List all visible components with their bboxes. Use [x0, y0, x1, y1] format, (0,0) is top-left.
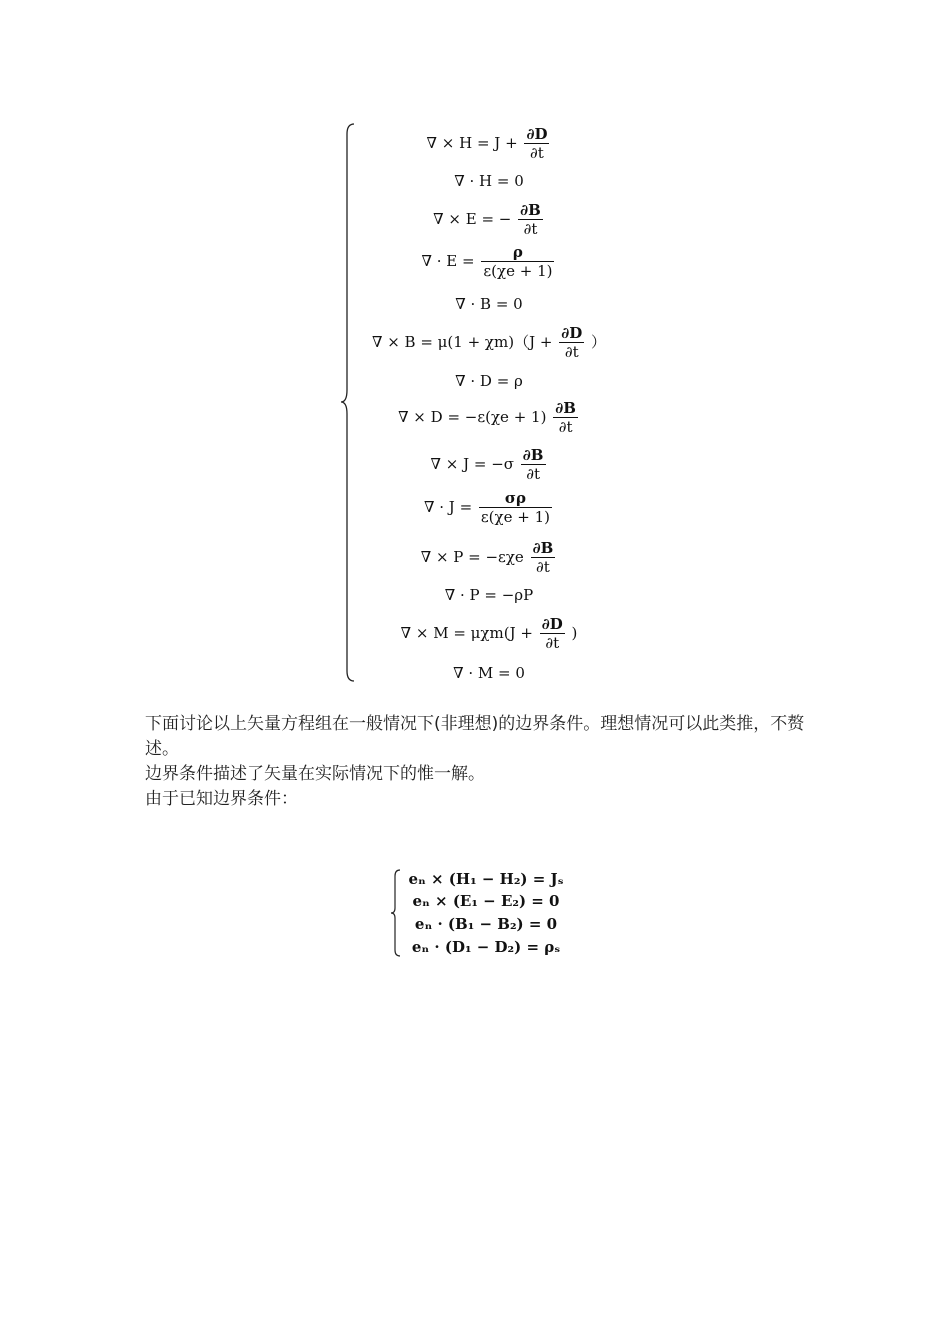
- boundary-condition-row: eₙ × (H₁ − H₂) = Jₛ: [408, 870, 564, 888]
- paragraph-line-2: 边界条件描述了矢量在实际情况下的惟一解。: [145, 764, 485, 784]
- equation-row: ∇ · D = ρ: [455, 372, 523, 390]
- paragraph-line-1: 下面讨论以上矢量方程组在一般情况下(非理想)的边界条件。理想情况可以此类推，不赘述。: [145, 714, 805, 759]
- boundary-condition-row: eₙ · (D₁ − D₂) = ρₛ: [411, 938, 561, 956]
- equation-row: ∇ × D = −ε(χe + 1) $\frac{\partial B}{\partial t}$: [398, 399, 576, 436]
- boundary-conditions-system: [390, 868, 570, 958]
- boundary-condition-row: eₙ · (B₁ − B₂) = 0: [414, 915, 558, 933]
- left-brace-icon: [390, 868, 402, 958]
- equation-row: ∇ · M = 0: [453, 664, 525, 682]
- equation-row: ∇ · J = $\frac{\sigma\rho}{\varepsilon(\chi e + 1)}$: [424, 489, 550, 526]
- equation-row: ∇ · P = −ρP: [444, 586, 534, 604]
- equation-row: ∇ · E = $\frac{\rho}{\varepsilon(\chi e + 1)}$: [421, 243, 553, 280]
- equation-row: ∇ × E = − $\frac{\partial B}{\partial t}$: [433, 201, 541, 238]
- equation-row: ∇ · B = 0: [455, 295, 523, 313]
- equation-row: ∇ · H = 0: [454, 172, 524, 190]
- left-brace-icon: [340, 120, 358, 685]
- equation-row: ∇ × H = J + $\frac{\partial D}{\partial t}$: [426, 125, 548, 162]
- boundary-condition-row: eₙ × (E₁ − E₂) = 0: [412, 892, 560, 910]
- equation-row: ∇ × B = μ(1 + χm)（J + $\frac{\partial D}{\partial t}$ ）: [371, 324, 607, 361]
- maxwell-equation-system: [340, 120, 620, 685]
- equation-row: ∇ × P = −εχe $\frac{\partial B}{\partial t}$: [420, 539, 554, 576]
- equation-row: ∇ × J = −σ $\frac{\partial B}{\partial t}$: [430, 446, 544, 483]
- equation-row: ∇ × M = μχm(J + $\frac{\partial D}{\partial t}$ ): [400, 615, 578, 652]
- paragraph-line-3: 由于已知边界条件：: [145, 789, 298, 809]
